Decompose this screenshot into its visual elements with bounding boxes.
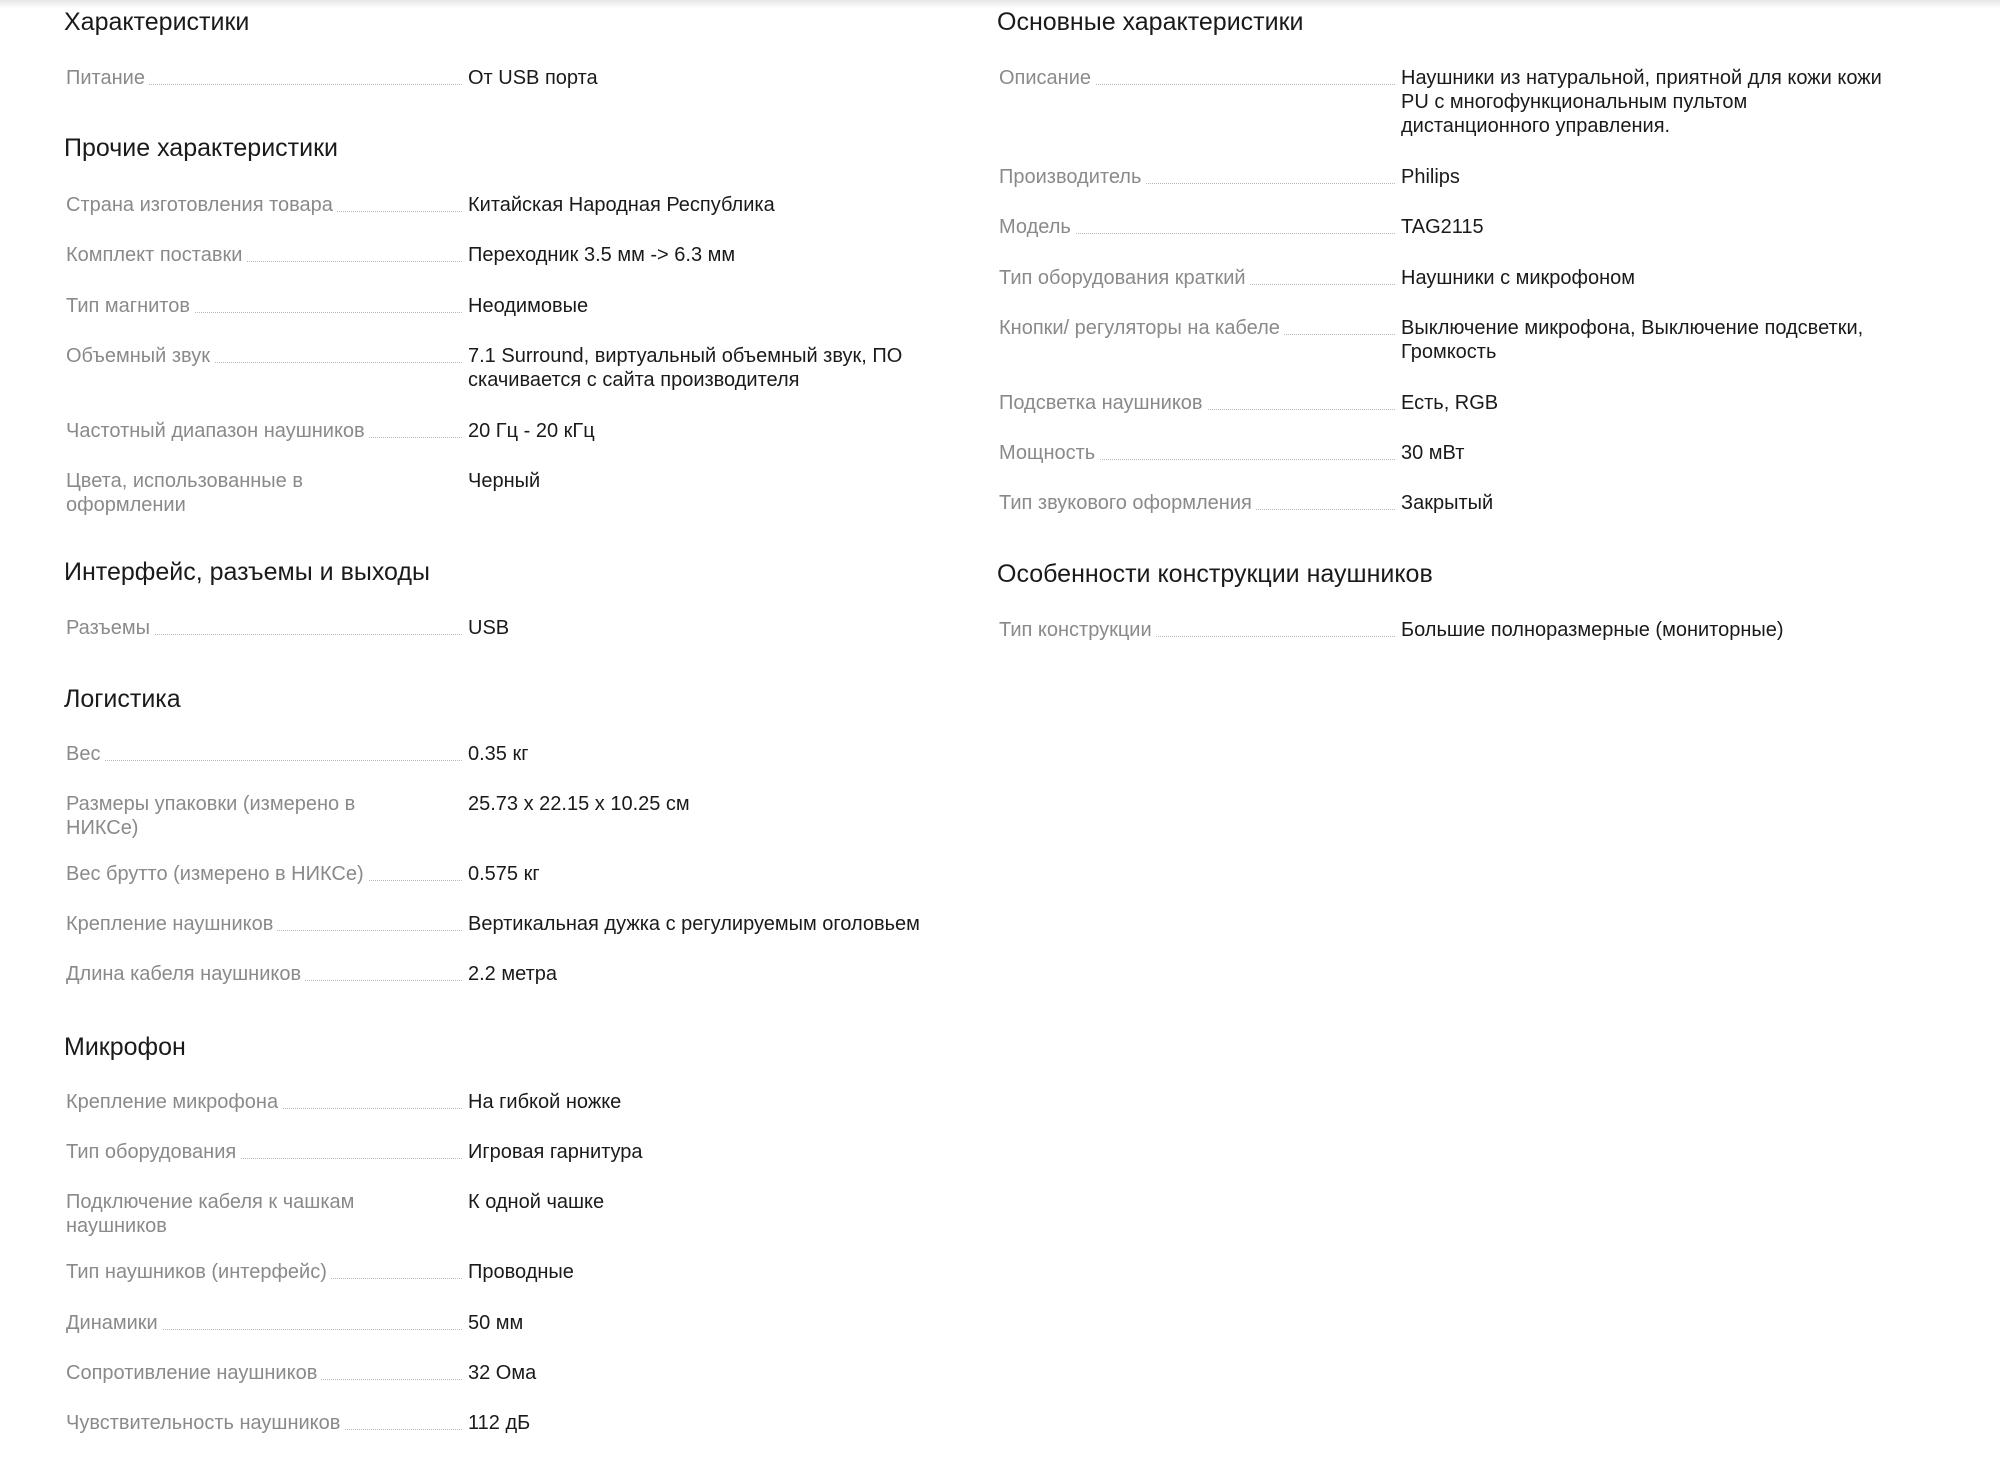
spec-label: Производитель	[999, 165, 1145, 189]
spec-value: Наушники с микрофоном	[1401, 267, 1636, 289]
spec-value: Китайская Народная Республика	[468, 194, 775, 216]
spec-value: 25.73 x 22.15 x 10.25 см	[468, 793, 690, 815]
spec-label: Цвета, использованные в оформлении	[66, 469, 370, 517]
spec-label: Сопротивление наушников	[66, 1361, 321, 1385]
spec-label: Разъемы	[66, 616, 154, 640]
spec-value: 30 мВт	[1401, 442, 1465, 464]
spec-label: Подсветка наушников	[999, 391, 1207, 415]
spec-value: Игровая гарнитура	[468, 1141, 643, 1163]
spec-label: Модель	[999, 215, 1075, 239]
spec-value: Большие полноразмерные (мониторные)	[1401, 619, 1784, 641]
spec-label: Мощность	[999, 441, 1099, 465]
spec-label: Кнопки/ регуляторы на кабеле	[999, 316, 1284, 340]
spec-value: Проводные	[468, 1261, 574, 1283]
spec-label: Длина кабеля наушников	[66, 962, 305, 986]
section-title-logistics: Логистика	[64, 685, 181, 713]
spec-value: Philips	[1401, 166, 1460, 188]
spec-label: Чувствительность наушников	[66, 1411, 344, 1435]
spec-label: Крепление микрофона	[66, 1090, 282, 1114]
spec-value: 32 Ома	[468, 1362, 537, 1384]
spec-label: Страна изготовления товара	[66, 193, 337, 217]
spec-value: Есть, RGB	[1401, 392, 1499, 414]
section-title-construction: Особенности конструкции наушников	[997, 560, 1433, 588]
spec-label: Описание	[999, 66, 1095, 90]
spec-value: Черный	[468, 470, 541, 492]
spec-value: 20 Гц - 20 кГц	[468, 420, 595, 442]
spec-value: Переходник 3.5 мм -> 6.3 мм	[468, 244, 736, 266]
spec-value: Вертикальная дужка с регулируемым оголовьем	[468, 913, 920, 935]
spec-label: Тип конструкции	[999, 618, 1156, 642]
spec-value: 50 мм	[468, 1312, 524, 1334]
spec-value: К одной чашке	[468, 1191, 605, 1213]
spec-value: На гибкой ножке	[468, 1091, 622, 1113]
spec-label: Тип звукового оформления	[999, 491, 1256, 515]
spec-value: Закрытый	[1401, 492, 1494, 514]
spec-value: Наушники из натуральной, приятной для кожи кожи PU с многофункциональным пультом дистанционного управления.	[1401, 67, 1882, 137]
spec-value: 0.575 кг	[468, 863, 540, 885]
section-title-characteristics: Характеристики	[64, 8, 250, 36]
spec-value: 112 дБ	[468, 1412, 531, 1434]
spec-label: Тип оборудования	[66, 1140, 240, 1164]
section-title-main: Основные характеристики	[997, 8, 1304, 36]
spec-label: Динамики	[66, 1311, 162, 1335]
spec-label: Подключение кабеля к чашкам наушников	[66, 1190, 430, 1238]
spec-label: Питание	[66, 66, 149, 90]
spec-label: Крепление наушников	[66, 912, 277, 936]
spec-value: 7.1 Surround, виртуальный объемный звук, ПО скачивается с сайта производителя	[468, 345, 903, 391]
spec-label: Тип оборудования краткий	[999, 266, 1250, 290]
spec-value: Неодимовые	[468, 295, 589, 317]
spec-value: USB	[468, 617, 510, 639]
section-title-other: Прочие характеристики	[64, 134, 338, 162]
dotted-leader	[66, 760, 462, 761]
spec-label: Вес	[66, 742, 104, 766]
spec-value: От USB порта	[468, 67, 598, 89]
spec-value: Выключение микрофона, Выключение подсветки, Громкость	[1401, 317, 1864, 363]
spec-label: Объемный звук	[66, 344, 214, 368]
spec-label: Комплект поставки	[66, 243, 246, 267]
spec-label: Частотный диапазон наушников	[66, 419, 369, 443]
section-title-interface: Интерфейс, разъемы и выходы	[64, 558, 430, 586]
spec-value: 2.2 метра	[468, 963, 557, 985]
spec-label: Вес брутто (измерено в НИКСе)	[66, 862, 368, 886]
section-title-microphone: Микрофон	[64, 1033, 186, 1061]
spec-value: TAG2115	[1401, 216, 1484, 238]
spec-value: 0.35 кг	[468, 743, 529, 765]
spec-label: Тип наушников (интерфейс)	[66, 1260, 331, 1284]
spec-label: Размеры упаковки (измерено в НИКСе)	[66, 792, 430, 840]
spec-label: Тип магнитов	[66, 294, 194, 318]
